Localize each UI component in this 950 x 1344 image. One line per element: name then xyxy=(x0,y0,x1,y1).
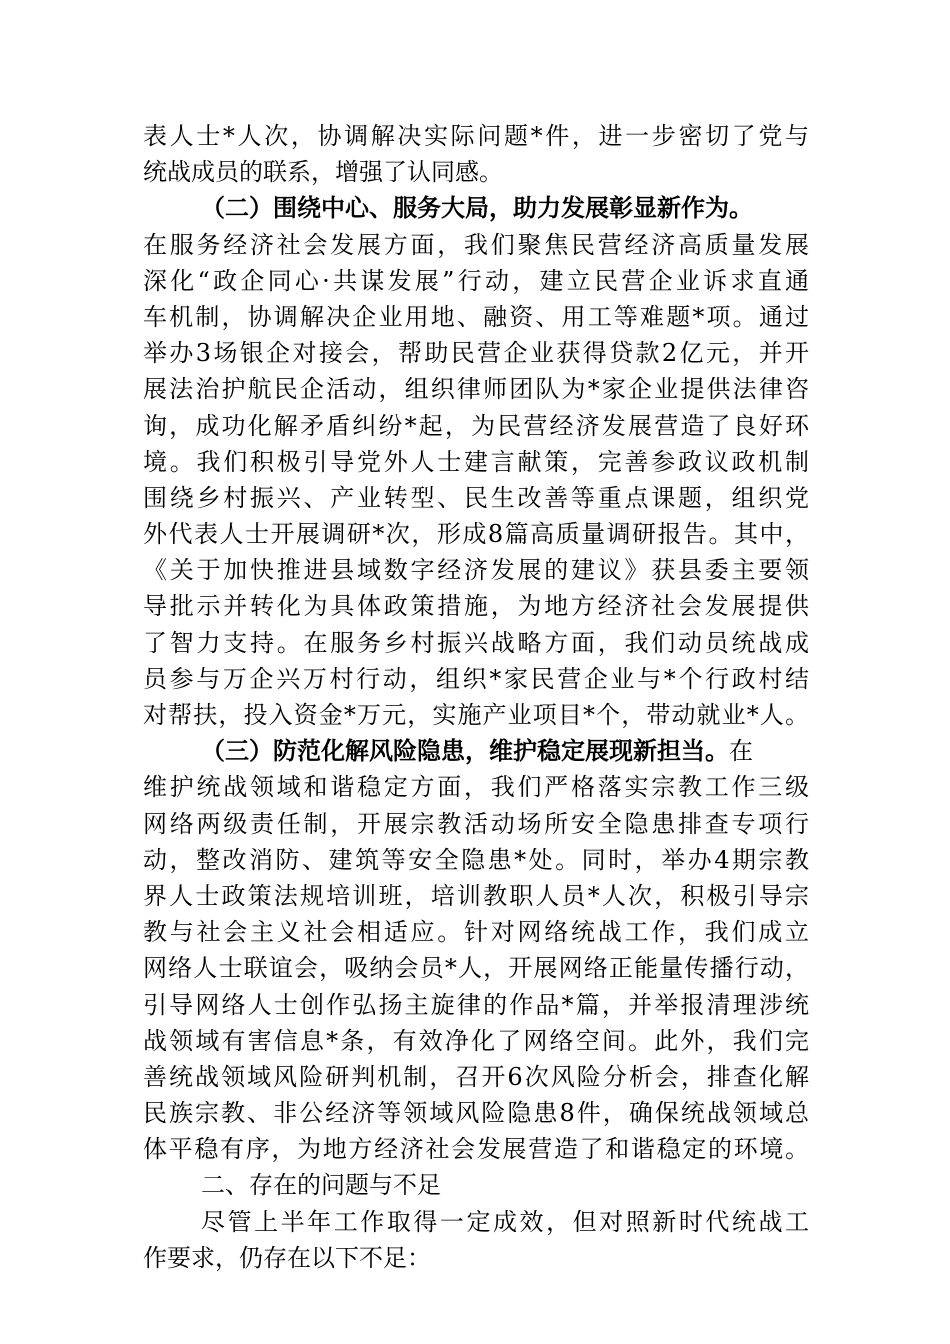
body-text-line: 表人士*人次，协调解决实际问题*件，进一步密切了党与 xyxy=(143,122,809,150)
body-text-line: 对帮扶，投入资金*万元，实施产业项目*个，带动就业*人。 xyxy=(143,701,809,729)
body-text-line: 在服务经济社会发展方面，我们聚焦民营经济高质量发展 xyxy=(143,230,809,259)
body-text-line: 外代表人士开展调研*次，形成8篇高质量调研报告。其中， xyxy=(143,520,809,549)
body-text-line: 体平稳有序，为地方经济社会发展营造了和谐稳定的环境。 xyxy=(143,1135,809,1164)
body-text-line: 展法治护航民企活动，组织律师团队为*家企业提供法律咨 xyxy=(143,375,809,404)
body-text-line: 维护统战领域和谐稳定方面，我们严格落实宗教工作三级 xyxy=(143,773,809,802)
body-text-line: 深化“政企同心·共谋发展”行动，建立民营企业诉求直通 xyxy=(143,266,809,295)
body-text-line: 引导网络人士创作弘扬主旋律的作品*篇，并举报清理涉统 xyxy=(143,990,809,1019)
body-text-line: 作要求，仍存在以下不足： xyxy=(143,1243,431,1272)
body-text-line: 了智力支持。在服务乡村振兴战略方面，我们动员统战成 xyxy=(143,628,809,657)
body-text-line: 尽管上半年工作取得一定成效，但对照新时代统战工 xyxy=(201,1207,809,1236)
body-text-line: 动，整改消防、建筑等安全隐患*处。同时，举办4期宗教 xyxy=(143,845,809,874)
body-text-line: 员参与万企兴万村行动，组织*家民营企业与*个行政村结 xyxy=(143,664,809,693)
body-text-line: 举办3场银企对接会，帮助民营企业获得贷款2亿元，并开 xyxy=(143,339,809,368)
body-text-fragment: 在 xyxy=(729,737,753,766)
section-heading-2: （二）围绕中心、服务大局，助力发展彰显新作为。 xyxy=(201,193,753,223)
body-text-line: 界人士政策法规培训班，培训教职人员*人次，积极引导宗 xyxy=(143,881,809,910)
body-text-line: 教与社会主义社会相适应。针对网络统战工作，我们成立 xyxy=(143,918,809,947)
body-text-line: 《关于加快推进县域数字经济发展的建议》获县委主要领 xyxy=(143,556,809,585)
body-text-line: 导批示并转化为具体政策措施，为地方经济社会发展提供 xyxy=(143,592,809,621)
body-text-line: 境。我们积极引导党外人士建言献策，完善参政议政机制 xyxy=(143,447,809,476)
body-text-line: 善统战领域风险研判机制，召开6次风险分析会，排查化解 xyxy=(143,1062,809,1091)
body-text-line: 战领域有害信息*条，有效净化了网络空间。此外，我们完 xyxy=(143,1026,809,1055)
body-text-line: 车机制，协调解决企业用地、融资、用工等难题*项。通过 xyxy=(143,302,809,331)
body-text-line: 统战成员的联系，增强了认同感。 xyxy=(143,158,503,187)
body-text-line: 询，成功化解矛盾纠纷*起，为民营经济发展营造了良好环 xyxy=(143,411,809,440)
body-text-line: 围绕乡村振兴、产业转型、民生改善等重点课题，组织党 xyxy=(143,483,809,512)
body-text-line: 网络人士联谊会，吸纳会员*人，开展网络正能量传播行动， xyxy=(143,954,809,983)
body-text-line: 民族宗教、非公经济等领域风险隐患8件，确保统战领域总 xyxy=(143,1099,809,1128)
body-text-line: 网络两级责任制，开展宗教活动场所安全隐患排查专项行 xyxy=(143,809,809,838)
section-heading-3: （三）防范化解风险隐患，维护稳定展现新担当。 xyxy=(201,736,729,766)
section-heading-two: 二、存在的问题与不足 xyxy=(201,1171,441,1200)
document-page xyxy=(143,118,809,1276)
section-heading-3-line xyxy=(143,733,809,769)
